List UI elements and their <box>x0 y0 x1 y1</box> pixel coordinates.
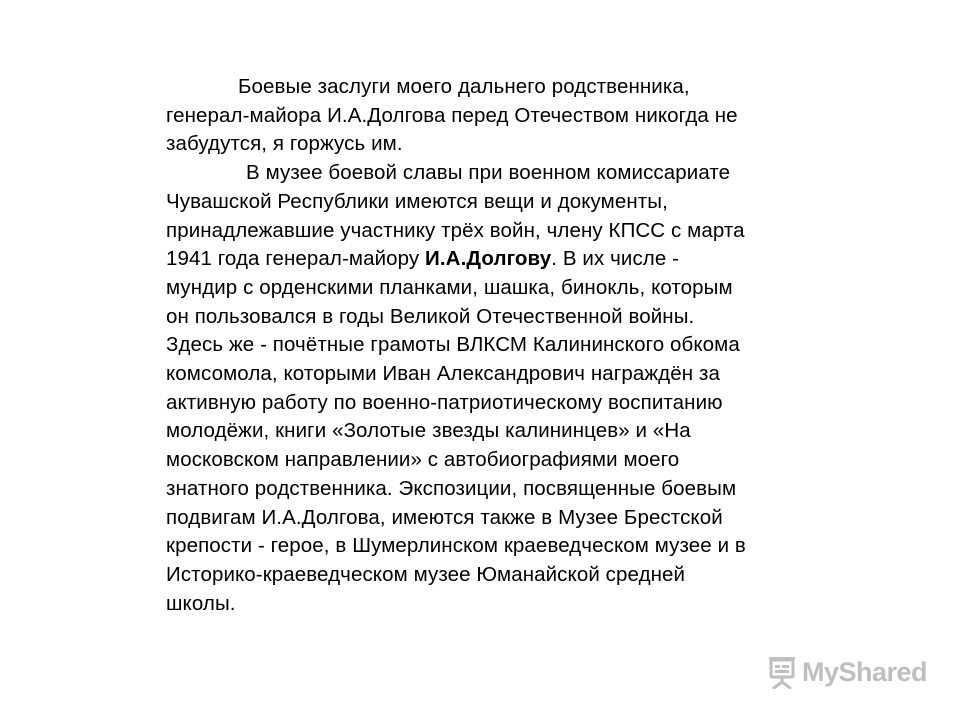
paragraph-2-line-7: Здесь же - почётные грамоты ВЛКСМ Калининского обкома <box>166 333 740 357</box>
paragraph-1-line-1: Боевые заслуги моего дальнего родственника, <box>238 75 690 98</box>
paragraph-2-line-12: знатного родственника. Экспозиции, посвященные боевым <box>166 476 737 500</box>
document-text <box>166 73 846 618</box>
watermark-text: MyShared <box>802 656 928 687</box>
paragraph-2-line-10: молодёжи, книги «Золотые звезды калининцев» и «На <box>166 419 691 443</box>
paragraph-2-line-5: мундир с орденскими планками, шашка, бинокль, которым <box>166 275 733 299</box>
paragraph-2-line-13: подвигам И.А.Долгова, имеются также в Музее Брестской <box>166 505 723 529</box>
paragraph-2-line-16: школы. <box>166 591 236 615</box>
paragraph-1-line-2: генерал-майора И.А.Долгова перед Отечеством никогда не <box>166 103 738 127</box>
paragraph-2-line-2: Чувашской Республики имеются вещи и документы, <box>166 189 668 213</box>
line-text: 1941 года генерал-майору <box>166 247 426 271</box>
paragraph-2-line-8: комсомола, которыми Иван Александрович награждён за <box>166 362 720 386</box>
line-text: . В их числе - <box>551 247 680 271</box>
paragraph-2-line-11: московском направлении» с автобиографиями моего <box>166 448 680 472</box>
paragraph-2-line-9: активную работу по военно-патриотическому воспитанию <box>166 390 723 414</box>
paragraph-2-line-4 <box>166 245 846 274</box>
paragraph-1-line-3: забудутся, я горжусь им. <box>166 132 403 156</box>
paragraph-2-line-3: принадлежавшие участнику трёх войн, члену КПСС с марта <box>166 218 745 242</box>
paragraph-2-line-1: В музее боевой славы при военном комиссариате <box>246 161 731 185</box>
bold-name: И.А.Долгову <box>425 247 552 271</box>
paragraph-2-line-14: крепости - герое, в Шумерлинском краеведческом музее и в <box>166 534 746 558</box>
paragraph-2-line-15: Историко-краеведческом музее Юманайской средней <box>166 562 686 586</box>
presentation-board-icon <box>766 655 798 689</box>
paragraph-2-line-6: он пользовался в годы Великой Отечественной войны. <box>166 304 695 328</box>
myshared-watermark <box>766 655 927 689</box>
